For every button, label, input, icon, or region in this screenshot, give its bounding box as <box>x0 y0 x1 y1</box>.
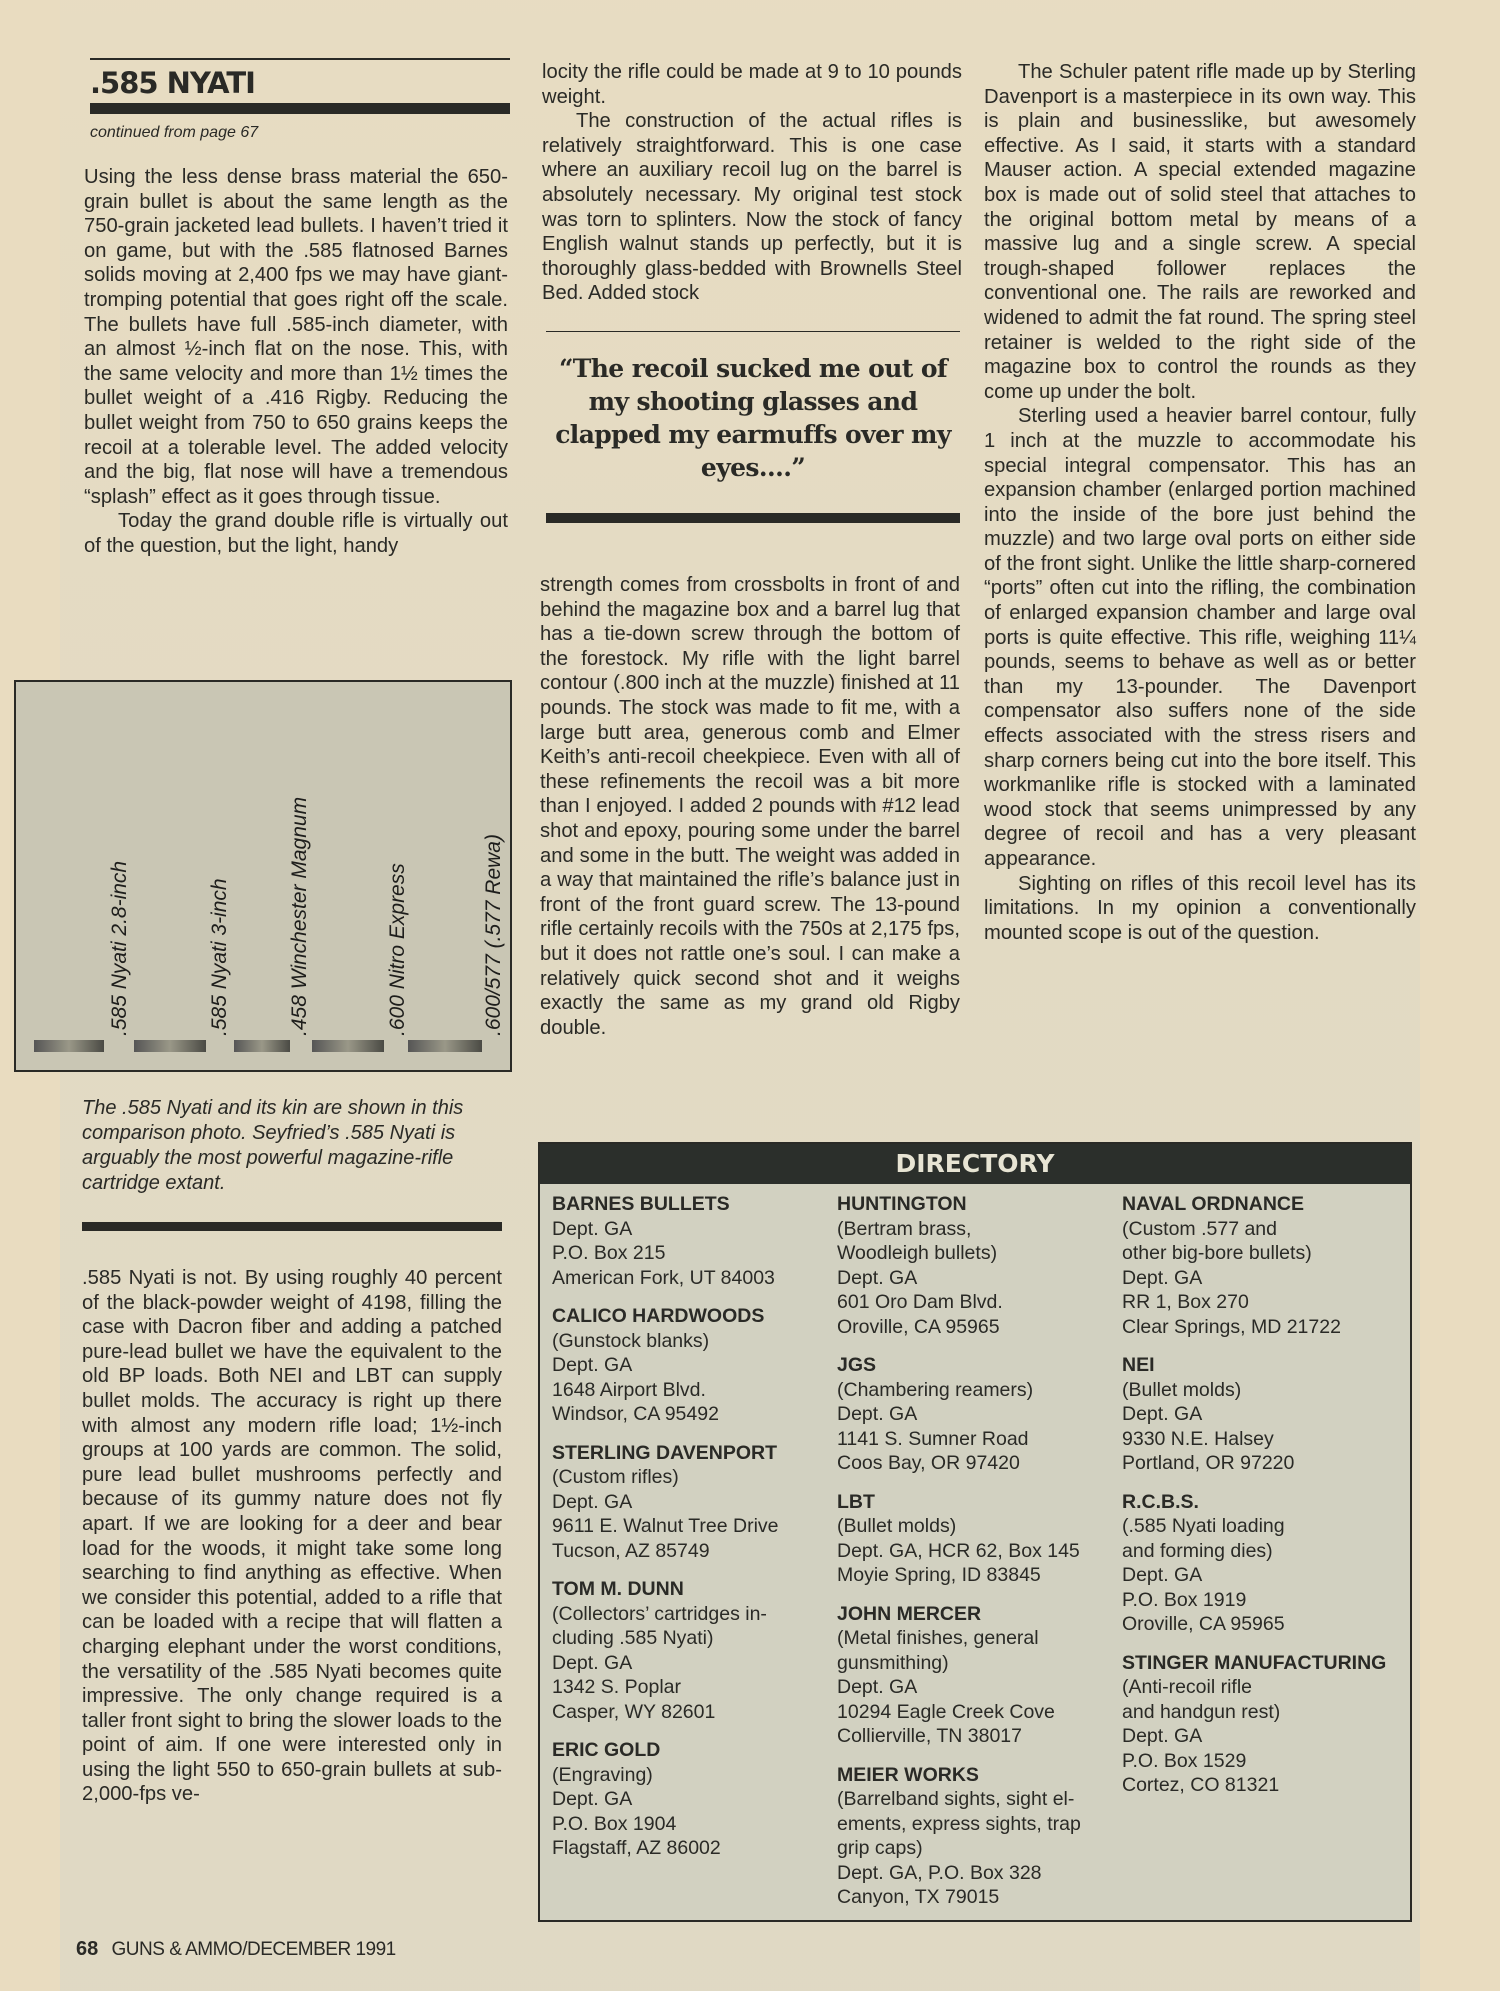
section-title: .585 NYATI <box>90 66 255 100</box>
directory-entry-line: Dept. GA <box>552 1217 633 1240</box>
pull-quote: “The recoil sucked me out of my shooting glasses and clapped my earmuffs over my eyes....” <box>555 354 951 482</box>
directory-entry-line: other big-bore bullets) <box>1122 1242 1312 1264</box>
directory-entry-name: STINGER MANUFACTURING <box>1122 1651 1387 1674</box>
directory-entry-line: P.O. Box 1919 <box>1122 1588 1247 1611</box>
directory-column <box>1122 1192 1407 1924</box>
directory-entry <box>552 1577 837 1724</box>
cartridge-image <box>238 762 286 1052</box>
cartridge-label: .585 Nyati 3-inch <box>208 878 231 1036</box>
cartridge-comparison-photo <box>14 680 512 1072</box>
body-paragraph: The Schuler patent rifle made up by Sterling Davenport is a masterpiece in its own way. This is plain and businesslike, but awesomely effective. As I said, it starts with a standard Mauser action. A special extended magazine box is made out of solid steel that attaches to the original bottom metal by means of a massive lug and a single screw. A special trough-shaped follower replaces the conventional one. The rails are reworked and widened to admit the fat round. The spring steel retainer is welded to the right side of the magazine box to control the rounds as they come up under the bolt. <box>984 61 1416 403</box>
directory-entry-name: HUNTINGTON <box>837 1193 967 1215</box>
body-paragraph: Sterling used a heavier barrel contour, fully 1 inch at the muzzle to accommodate his special integral compensator. This has an expansion chamber (enlarged portion machined into the inside of the bore just behind the muzzle) and two large oval ports on either side of the front sight. Unlike the little sharp-cornered “ports” often cut into the rifling, the combination of enlarged expansion chamber and large oval ports is quite effective. This rifle, weighing 11¼ pounds, seems to behave as well as or better than my 13-pounder. The Davenport compensator also suffers none of the side effects associated with the stress risers and sharp corners being cut into the bore itself. This workmanlike rifle is stocked with a laminated wood stock that seems unimpressed by any degree of recoil and has a very pleasant appearance. <box>984 405 1416 870</box>
directory-entry <box>1122 1353 1407 1476</box>
directory-entry-line: Dept. GA, HCR 62, Box 145 <box>837 1539 1080 1562</box>
cartridge-image <box>316 718 380 1052</box>
directory-entry <box>1122 1192 1407 1339</box>
directory-entry-line: Coos Bay, OR 97420 <box>837 1452 1020 1474</box>
cartridge-label: .600/577 (.577 Rewa) <box>482 834 505 1036</box>
directory-entry-line: 10294 Eagle Creek Cove <box>837 1700 1055 1723</box>
body-paragraph: Sighting on rifles of this recoil level has its limitations. In my opinion a conventionally mounted scope is out of the question. <box>984 872 1416 944</box>
directory-entry-line: (Anti-recoil rifle <box>1122 1676 1253 1698</box>
article-column-1 <box>84 165 508 559</box>
directory-entry <box>837 1763 1122 1910</box>
directory-entry <box>837 1602 1122 1749</box>
article-column-1-continued <box>82 1266 502 1807</box>
directory-entry-line: 601 Oro Dam Blvd. <box>837 1291 1003 1313</box>
directory-entry-line: (Custom .577 and <box>1122 1217 1278 1240</box>
directory-entry <box>837 1353 1122 1476</box>
directory-box <box>538 1142 1412 1922</box>
directory-entry-line: (.585 Nyati loading <box>1122 1515 1285 1537</box>
directory-entry-line: Dept. GA <box>1122 1403 1203 1425</box>
directory-entry-line: Oroville, CA 95965 <box>837 1315 1000 1338</box>
body-paragraph: .585 Nyati is not. By using roughly 40 percent of the black-powder weight of 4198, filling the case with Dacron fiber and adding a patched pure-lead bullet we have the equivalent to the old BP loads. Both NEI and LBT can supply bullet molds. The accuracy is right up there with almost any modern rifle load; 1½-inch groups at 100 yards are common. The solid, pure lead bullet mushrooms perfectly and because of its gummy nature does not fly apart. If we are looking for a deer and bear load for the woods, it might take some long searching to find anything as effective. When we consider this potential, added to a rifle that can be loaded with a recipe that will flatten a charging elephant under the worst conditions, the versatility of the .585 Nyati becomes quite impressive. The only change required is a taller front sight to bring the slower loads to the point of aim. If one were interested only in using the light 550 to 650-grain bullets at sub-2,000-fps ve- <box>82 1267 502 1806</box>
pullquote-rule-top <box>546 331 960 332</box>
article-column-3 <box>984 60 1416 945</box>
directory-entry-line: 1141 S. Sumner Road <box>837 1427 1029 1450</box>
body-paragraph: locity the rifle could be made at 9 to 10 pounds weight. <box>542 61 962 108</box>
directory-entry-line: grip caps) <box>837 1837 923 1859</box>
directory-entry-line: Canyon, TX 79015 <box>837 1886 1000 1908</box>
directory-entry-name: STERLING DAVENPORT <box>552 1441 777 1464</box>
directory-entry-line: P.O. Box 1529 <box>1122 1749 1247 1772</box>
directory-entry-name: NEI <box>1122 1354 1155 1376</box>
directory-entry-name: BARNES BULLETS <box>552 1193 730 1215</box>
cartridge-label: .458 Winchester Magnum <box>288 796 311 1036</box>
directory-title: DIRECTORY <box>540 1144 1410 1184</box>
heading-rule-bottom <box>90 103 510 114</box>
directory-entry-name: CALICO HARDWOODS <box>552 1305 765 1327</box>
directory-entry <box>1122 1651 1407 1798</box>
directory-columns <box>540 1184 1410 1924</box>
directory-entry-name: JGS <box>837 1354 877 1376</box>
directory-entry <box>837 1490 1122 1588</box>
page-number: 68 <box>76 1938 99 1960</box>
cartridge-image <box>38 736 100 1052</box>
directory-entry-line: 1342 S. Poplar <box>552 1676 682 1698</box>
directory-entry-line: (Metal finishes, general <box>837 1627 1039 1649</box>
directory-entry-name: JOHN MERCER <box>837 1602 982 1625</box>
directory-entry-line: American Fork, UT 84003 <box>552 1266 775 1289</box>
cartridge-label: .600 Nitro Express <box>386 863 409 1036</box>
directory-entry-line: Tucson, AZ 85749 <box>552 1539 710 1562</box>
directory-entry-line: Woodleigh bullets) <box>837 1242 998 1264</box>
directory-entry-line: gunsmithing) <box>837 1651 949 1674</box>
directory-entry-line: (Gunstock blanks) <box>552 1329 710 1352</box>
pullquote-rule-bottom <box>546 513 960 523</box>
directory-entry-line: cluding .585 Nyati) <box>552 1627 714 1649</box>
cartridge-image <box>412 706 478 1052</box>
directory-entry-line: Oroville, CA 95965 <box>1122 1613 1285 1635</box>
directory-entry <box>552 1192 837 1290</box>
directory-entry-line: (Barrelband sights, sight el- <box>837 1788 1075 1810</box>
article-column-2 <box>542 60 962 306</box>
directory-entry-line: and handgun rest) <box>1122 1700 1281 1723</box>
publication-line: GUNS & AMMO/DECEMBER 1991 <box>111 1939 396 1960</box>
directory-entry-line: Portland, OR 97220 <box>1122 1452 1295 1474</box>
directory-entry-name: ERIC GOLD <box>552 1739 661 1761</box>
directory-entry-line: 9611 E. Walnut Tree Drive <box>552 1515 779 1537</box>
directory-entry-line: Dept. GA <box>1122 1564 1203 1586</box>
cartridge-label: .585 Nyati 2.8-inch <box>108 860 131 1036</box>
directory-entry-line: (Engraving) <box>552 1763 653 1786</box>
directory-entry-line: 9330 N.E. Halsey <box>1122 1427 1274 1450</box>
directory-entry-line: P.O. Box 215 <box>552 1242 666 1264</box>
body-paragraph: Today the grand double rifle is virtually out of the question, but the light, handy <box>84 510 508 557</box>
directory-entry-line: Dept. GA, P.O. Box 328 <box>837 1861 1042 1884</box>
directory-entry-line: P.O. Box 1904 <box>552 1812 677 1835</box>
directory-entry-line: Flagstaff, AZ 86002 <box>552 1837 721 1859</box>
directory-entry <box>837 1192 1122 1339</box>
directory-entry-line: ements, express sights, trap <box>837 1812 1081 1835</box>
article-column-2-continued <box>540 573 960 1040</box>
directory-entry-line: Moyie Spring, ID 83845 <box>837 1564 1041 1586</box>
caption-rule <box>82 1222 502 1231</box>
directory-entry-line: Dept. GA <box>552 1651 633 1674</box>
directory-entry-line: Dept. GA <box>837 1676 918 1698</box>
page-footer <box>76 1938 396 1961</box>
directory-entry-line: Collierville, TN 38017 <box>837 1725 1022 1747</box>
heading-rule-top <box>90 58 510 60</box>
directory-entry-line: Casper, WY 82601 <box>552 1700 716 1723</box>
directory-entry-line: Dept. GA <box>552 1354 633 1376</box>
directory-entry-line: Dept. GA <box>552 1490 633 1513</box>
photo-caption: The .585 Nyati and its kin are shown in this comparison photo. Seyfried’s .585 Nyati is arguably the most powerful magazine-rifle cartridge extant. <box>82 1097 464 1194</box>
section-heading <box>90 58 510 142</box>
directory-entry-line: (Bullet molds) <box>1122 1378 1242 1401</box>
body-paragraph: The construction of the actual rifles is relatively straightforward. This is one case where an auxiliary recoil lug on the barrel is absolutely necessary. My original test stock was torn to splinters. Now the stock of fancy English walnut stands up perfectly, but it is thoroughly glass-bedded with Brownells Steel Bed. Added stock <box>542 110 962 305</box>
directory-entry-line: 1648 Airport Blvd. <box>552 1378 706 1401</box>
directory-entry-line: (Bullet molds) <box>837 1515 957 1537</box>
directory-entry-line: Windsor, CA 95492 <box>552 1403 719 1425</box>
directory-entry-line: and forming dies) <box>1122 1539 1273 1562</box>
directory-entry <box>1122 1490 1407 1637</box>
body-paragraph: Using the less dense brass material the 650-grain bullet is about the same length as the 750-grain jacketed lead bullets. I haven’t tried it on game, but with the .585 flatnosed Barnes solids moving at 2,400 fps we may have giant-tromping potential that goes right off the scale. The bullets have full .585-inch diameter, with an almost ½-inch flat on the nose. This, with the same velocity and more than 1½ times the bullet weight of a .416 Rigby. Reducing the bullet weight from 750 to 650 grains keeps the recoil at a tolerable level. The added velocity and the big, flat nose will have a tremendous “splash” effect as it goes through tissue. <box>84 166 508 508</box>
directory-entry <box>552 1738 837 1861</box>
directory-entry-line: (Collectors’ cartridges in- <box>552 1602 767 1625</box>
directory-column <box>837 1192 1122 1924</box>
directory-entry-line: (Custom rifles) <box>552 1466 679 1488</box>
directory-entry-line: Dept. GA <box>1122 1266 1203 1289</box>
directory-entry-line: Dept. GA <box>837 1403 918 1425</box>
directory-entry-name: NAVAL ORDNANCE <box>1122 1193 1305 1215</box>
cartridge-image <box>138 698 202 1052</box>
directory-entry-line: RR 1, Box 270 <box>1122 1291 1249 1313</box>
directory-column <box>552 1192 837 1924</box>
directory-entry <box>552 1304 837 1427</box>
directory-entry <box>552 1441 837 1564</box>
directory-entry-line: (Bertram brass, <box>837 1217 972 1240</box>
body-paragraph: strength comes from crossbolts in front of and behind the magazine box and a barrel lug that has a tie-down screw through the bottom of the forestock. My rifle with the light barrel contour (.800 inch at the muzzle) finished at 11 pounds. The stock was made to fit me, with a large butt area, generous comb and Elmer Keith’s anti-recoil cheekpiece. Even with all of these refinements the recoil was a bit more than I enjoyed. I added 2 pounds with #12 lead shot and epoxy, pouring some under the barrel and some in the butt. The weight was added in a way that maintained the rifle’s balance just in front of the front guard screw. The 13-pound rifle certainly recoils with the 750s at 2,175 fps, but it does not rattle one’s soul. I can make a relatively quick second shot and it weighs exactly the same as my grand old Rigby double. <box>540 574 960 1039</box>
directory-entry-name: LBT <box>837 1490 875 1513</box>
directory-entry-line: Clear Springs, MD 21722 <box>1122 1315 1341 1338</box>
directory-entry-line: Dept. GA <box>1122 1725 1203 1747</box>
directory-entry-name: R.C.B.S. <box>1122 1490 1199 1513</box>
directory-entry-name: MEIER WORKS <box>837 1763 979 1786</box>
continued-note: continued from page 67 <box>90 124 259 141</box>
directory-entry-line: Dept. GA <box>837 1266 918 1289</box>
directory-entry-line: Dept. GA <box>552 1788 633 1810</box>
directory-entry-name: TOM M. DUNN <box>552 1578 684 1600</box>
directory-entry-line: (Chambering reamers) <box>837 1378 1034 1401</box>
directory-entry-line: Cortez, CO 81321 <box>1122 1774 1280 1796</box>
